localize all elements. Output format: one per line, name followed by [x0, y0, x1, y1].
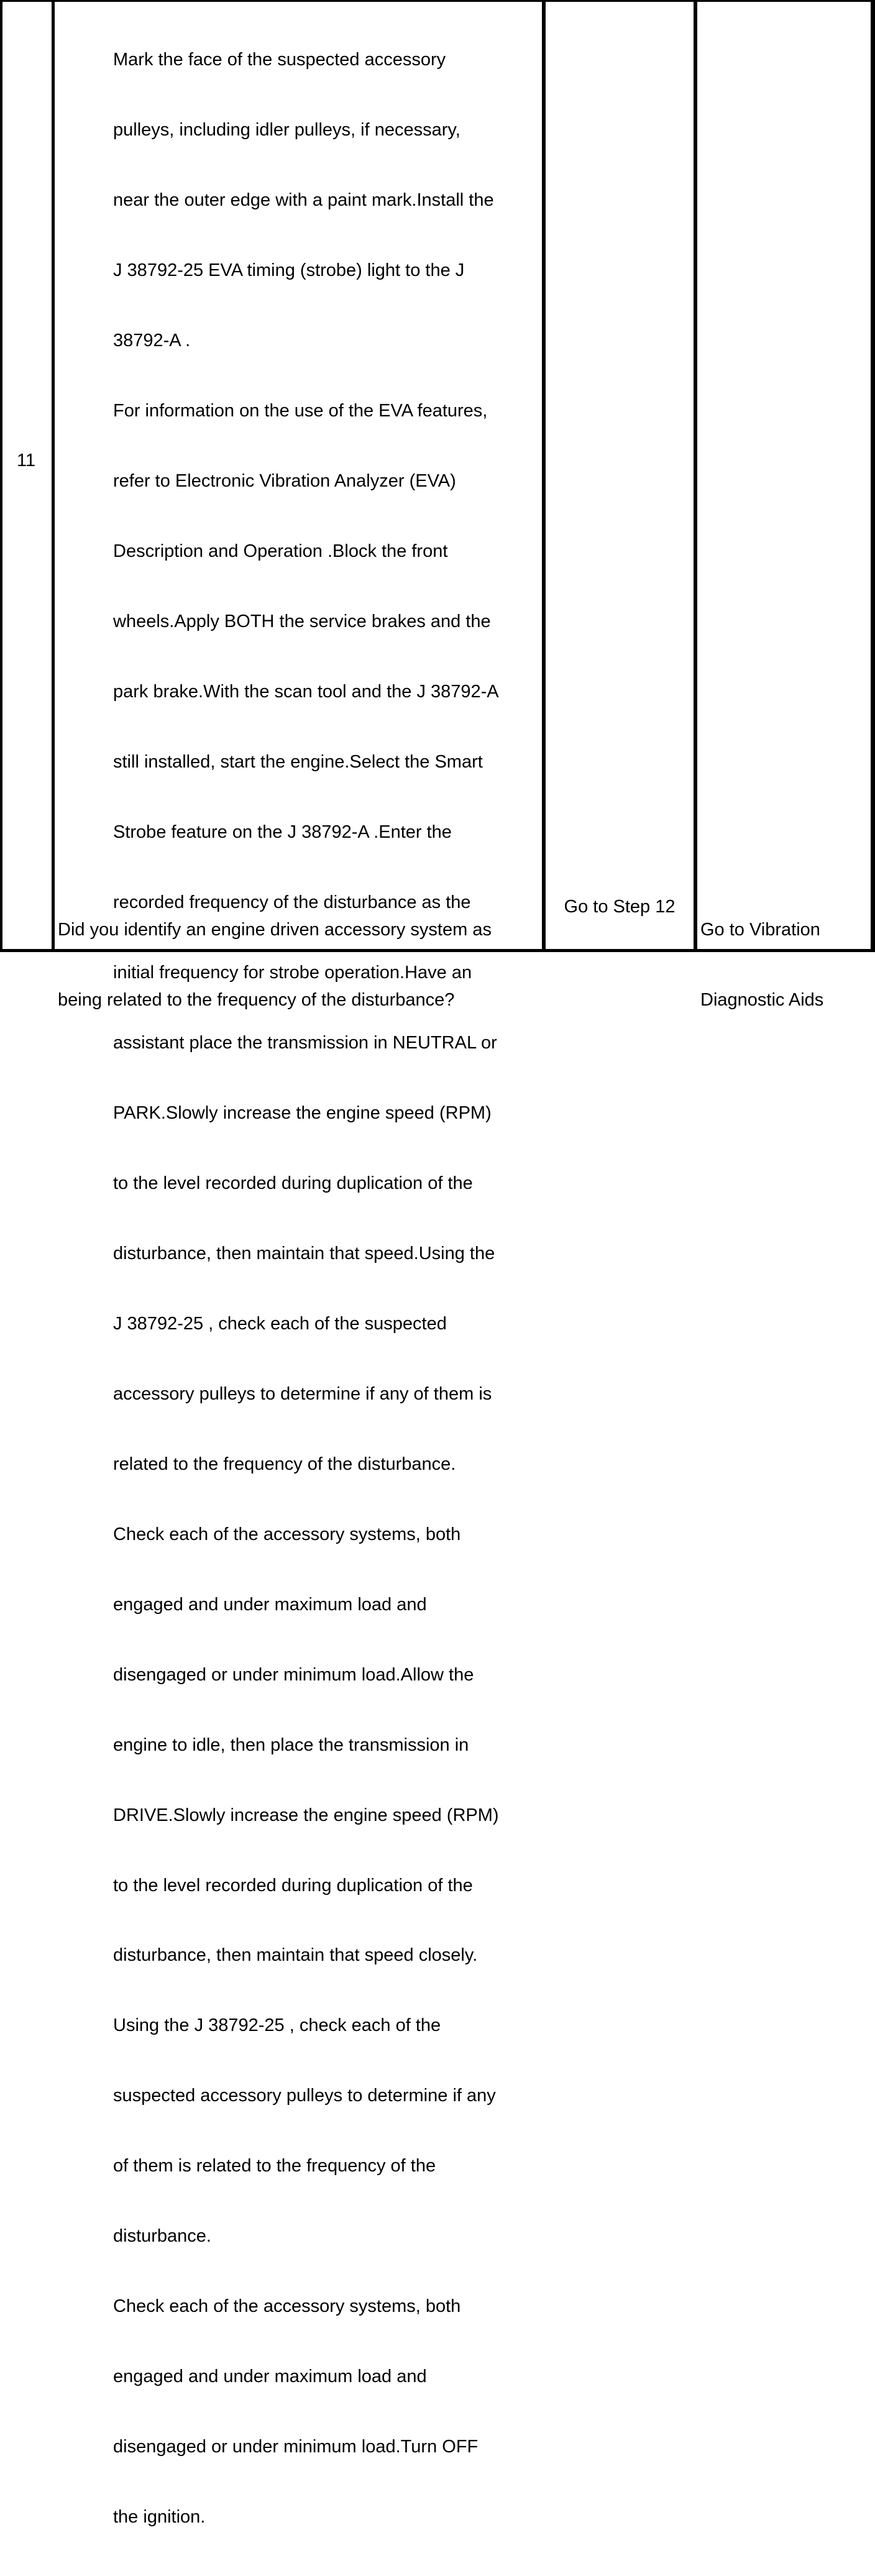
no-result: [700, 872, 823, 1059]
action-line: engaged and under maximum load and: [113, 1594, 427, 1615]
action-line: disturbance.: [113, 2226, 211, 2247]
action-line: Strobe feature on the J 38792-A .Enter the: [113, 822, 452, 842]
step-question: [58, 872, 492, 1059]
yes-result: Go to Step 12: [564, 897, 676, 917]
action-line: assistant place the transmission in NEUTRAL or: [113, 1032, 497, 1053]
action-line: engaged and under maximum load and: [113, 2367, 427, 2387]
action-line: Description and Operation .Block the front: [113, 541, 448, 562]
action-line: initial frequency for strobe operation.Have an: [113, 962, 472, 983]
action-line: J 38792-25 , check each of the suspected: [113, 1313, 447, 1334]
action-line: 38792-A .: [113, 331, 191, 351]
action-line: DRIVE.Slowly increase the engine speed (RPM): [113, 1805, 499, 1825]
action-line: recorded frequency of the disturbance as the: [113, 892, 471, 912]
action-line: Using the J 38792-25 , check each of the: [113, 2015, 441, 2036]
action-line: Check each of the accessory systems, both: [113, 2296, 461, 2317]
action-line: to the level recorded during duplication of the: [113, 1875, 473, 1895]
table-border-right: [871, 0, 875, 952]
action-line: park brake.With the scan tool and the J 38792-A: [113, 682, 499, 702]
column-divider-3: [694, 0, 697, 952]
action-line: For information on the use of the EVA features,: [113, 401, 488, 421]
action-line: the ignition.: [113, 2507, 206, 2528]
action-line: disturbance, then maintain that speed closely.: [113, 1945, 478, 1966]
action-line: refer to Electronic Vibration Analyzer (EVA): [113, 471, 456, 492]
action-line: PARK.Slowly increase the engine speed (RPM): [113, 1102, 492, 1123]
action-line: disengaged or under minimum load.Turn OFF: [113, 2437, 479, 2457]
action-line: J 38792-25 EVA timing (strobe) light to the J: [113, 260, 465, 281]
action-line: accessory pulleys to determine if any of them is: [113, 1383, 492, 1404]
table-border-left: [0, 0, 2, 952]
action-line: wheels.Apply BOTH the service brakes and the: [113, 612, 491, 632]
action-line: still installed, start the engine.Select the Smart: [113, 752, 483, 772]
step-number: 11: [16, 451, 36, 470]
question-line: being related to the frequency of the disturbance?: [58, 989, 455, 1010]
no-result-line: Go to Vibration: [700, 920, 820, 940]
action-line: disturbance, then maintain that speed.Using the: [113, 1243, 495, 1263]
action-line: Check each of the accessory systems, both: [113, 1524, 461, 1544]
action-line: near the outer edge with a paint mark.Install the: [113, 190, 494, 211]
action-line: disengaged or under minimum load.Allow the: [113, 1664, 474, 1685]
column-divider-2: [542, 0, 546, 952]
column-divider-1: [52, 0, 55, 952]
action-line: related to the frequency of the disturbance.: [113, 1454, 456, 1474]
action-line: engine to idle, then place the transmission in: [113, 1735, 469, 1755]
action-line: Mark the face of the suspected accessory: [113, 50, 446, 70]
action-line: to the level recorded during duplication of the: [113, 1173, 473, 1193]
action-line: pulleys, including idler pulleys, if necessary,: [113, 120, 460, 140]
no-result-line: Diagnostic Aids: [700, 989, 824, 1010]
action-line: of them is related to the frequency of the: [113, 2156, 436, 2176]
action-instructions: [113, 2, 499, 2576]
question-line: Did you identify an engine driven accessory system as: [58, 920, 492, 940]
action-line: suspected accessory pulleys to determine if any: [113, 2086, 496, 2106]
